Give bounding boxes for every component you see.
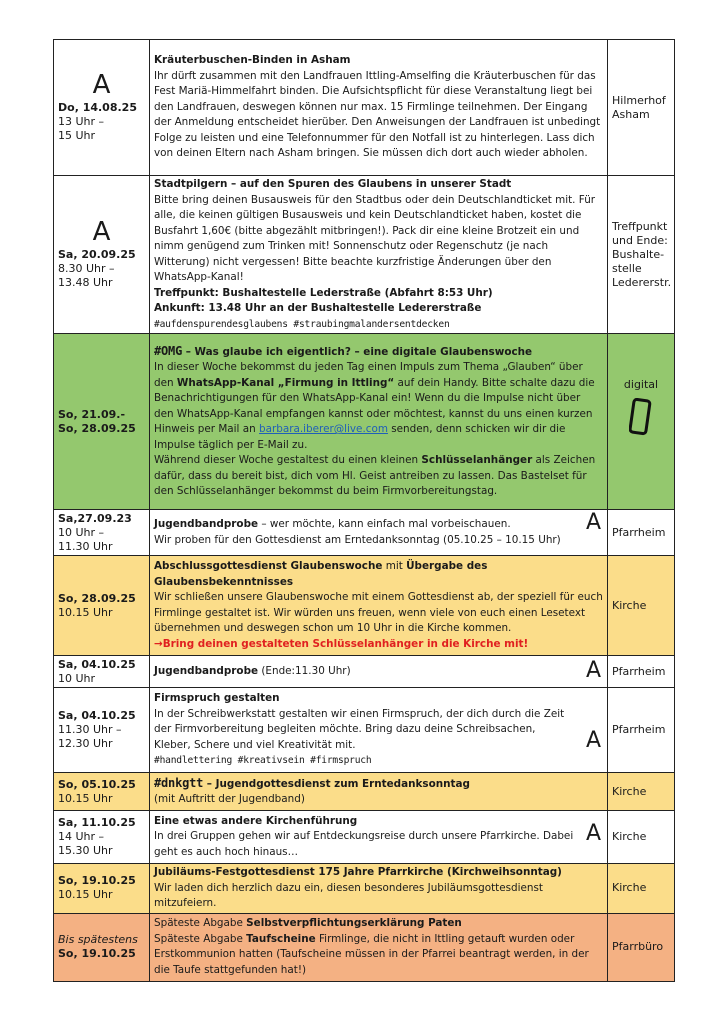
table-row (54, 688, 675, 773)
event-time-end: 15.30 Uhr (58, 844, 113, 857)
place-cell: Kirche (608, 556, 675, 656)
event-title (154, 344, 603, 361)
event-date: So, 19.10.25 (58, 874, 136, 888)
event-time-start: 10.15 Uhr (58, 605, 113, 619)
date-cell (54, 773, 150, 811)
event-text: – wer möchte, kann einfach mal vorbeischauen. (258, 518, 511, 530)
place-cell (608, 334, 675, 510)
description-cell (150, 864, 608, 914)
title-text: – Was glaube ich eigentlich? – eine digitale Glaubenswoche (182, 345, 533, 358)
event-line (154, 664, 603, 680)
event-text: Wir schließen unsere Glaubenswoche mit einem Gottesdienst ab, der speziell für euch Firmlinge gestaltet ist. Wir würden uns freuen, wenn viele von euch einen Lesetext übernehmen und deswegen schon um 10 Uhr in die Kirche kommen. (154, 591, 603, 634)
event-date-start: So, 21.09.- (58, 407, 126, 421)
table-row (54, 334, 675, 510)
date-cell (54, 176, 150, 334)
date-cell (54, 811, 150, 864)
event-date: Sa, 11.10.25 (58, 816, 136, 829)
event-title: Stadtpilgern – auf den Spuren des Glaubens in unserer Stadt (154, 178, 512, 190)
text-part: Firmlinge, die nicht in Ittling getauft wurden oder Erstkommunion hatten (Taufscheine müssen in der Pfarrei beantragt werden, in der die Taufe stattgefunden hat!) (154, 932, 589, 976)
outdoor-marker: A (585, 728, 601, 753)
date-cell (54, 913, 150, 981)
place-cell: Kirche (608, 864, 675, 914)
outdoor-marker: A (92, 70, 111, 100)
event-text: (Ende:11.30 Uhr) (258, 664, 351, 677)
event-time-start: 8.30 Uhr – (58, 262, 115, 275)
deadline-label: Bis spätestens (58, 933, 138, 946)
schedule-table (53, 39, 675, 982)
text-part: auf dein Handy. Bitte schalte dazu die Benachrichtigungen für den WhatsApp-Kanal ein! Wenn du die Impulse nicht über den WhatsApp-Kanal empfangen kannst oder möchtest, kannst du uns einen kurzen Hinweis per Mail an (154, 376, 595, 435)
event-time-start: 13 Uhr – (58, 115, 105, 128)
keychain-label: Schlüsselanhänger (421, 454, 533, 466)
event-time-start: 14 Uhr – (58, 830, 105, 843)
table-row (54, 864, 675, 914)
place-cell: Kirche (608, 811, 675, 864)
text-part: Späteste Abgabe (154, 932, 247, 945)
table-row (54, 913, 675, 981)
place-cell: Kirche (608, 773, 675, 811)
text-part: In dieser Woche bekommst du jeden Tag einen Impuls zum Thema „Glauben“ über den (154, 361, 583, 389)
date-cell (54, 656, 150, 688)
text-part: als Zeichen dafür, dass du bereit bist, dich vom Hl. Geist antreiben zu lassen. Das Bastelset für den Schlüsselanhänger bekommst du beim Firmvorbereitungstag. (154, 454, 596, 497)
title-part: Abschlussgottesdienst Glaubenswoche (154, 560, 383, 572)
place-cell: Pfarrbüro (608, 913, 675, 981)
email-link[interactable]: barbara.iberer@live.com (259, 423, 388, 435)
event-text: Wir laden dich herzlich dazu ein, diesen besonderes Jubiläumsgottesdienst mitzufeiern. (154, 881, 543, 909)
date-cell (54, 334, 150, 510)
event-time-end: 15 Uhr (58, 129, 96, 142)
event-title (154, 776, 603, 793)
event-time-start: 11.30 Uhr – (58, 723, 122, 736)
date-cell (54, 688, 150, 773)
event-time-start: 10.15 Uhr (58, 888, 113, 902)
place-cell: Pfarrheim (608, 688, 675, 773)
place-cell: Pfarrheim (608, 656, 675, 688)
table-row (54, 656, 675, 688)
keychain-reminder: →Bring deinen gestalteten Schlüsselanhänger in die Kirche mit! (154, 637, 529, 650)
event-date-end: So, 28.09.25 (58, 421, 136, 435)
event-title: Jugendbandprobe (154, 518, 259, 530)
date-cell (54, 40, 150, 176)
description-cell (150, 510, 608, 556)
event-text: (mit Auftritt der Jugendband) (154, 793, 305, 805)
event-date: Sa, 04.10.25 (58, 657, 136, 671)
event-time-end: 13.48 Uhr (58, 276, 113, 289)
table-row (54, 811, 675, 864)
description-cell (150, 913, 608, 981)
sponsor-form-label: Selbstverpflichtungserklärung Paten (246, 917, 462, 929)
description-cell (150, 556, 608, 656)
description-cell (150, 811, 608, 864)
smartphone-icon (629, 398, 653, 436)
event-date: Sa, 20.09.25 (58, 248, 136, 261)
event-text: In drei Gruppen gehen wir auf Entdeckungsreise durch unsere Pfarrkirche. Dabei geht es auch hoch hinaus… (154, 830, 574, 858)
event-date: So, 05.10.25 (58, 777, 136, 791)
table-row (54, 176, 675, 334)
event-text (154, 360, 603, 453)
text-part: senden, denn schicken wir dir die Impulse täglich per E-Mail zu. (154, 423, 566, 451)
baptism-cert-label: Taufscheine (246, 932, 316, 945)
event-time-start: 10.15 Uhr (58, 791, 113, 805)
event-text: In der Schreibwerkstatt gestalten wir einen Firmspruch, der dich durch die Zeit der Firmvorbereitung begleiten möchte. Bring dazu deine Schreibsachen, Kleber, Schere und viel Kreativität mit. (154, 707, 565, 751)
title-text: – Jugendgottesdienst zum Erntedanksonntag (203, 777, 470, 790)
description-cell (150, 176, 608, 334)
event-text: Bitte bring deinen Busausweis für den Stadtbus oder dein Deutschlandticket mit. Für alle, die keinen gültigen Busausweis und kein Deutschlandticket haben, kostet die Busfahrt 1,60€ (bitte abgezählt mitbringen!). Pack dir eine kleine Brotzeit ein und nimm genügend zum Trinken mit! Sonnenschutz oder Regenschutz (je nach Witterung) nicht vergessen! Bitte beachte kurzfristige Änderungen über den WhatsApp-Kanal! (154, 193, 596, 283)
hashtags: #handlettering #kreativsein #firmspruch (154, 755, 372, 767)
place-cell: Hilmerhof Asham (608, 40, 675, 176)
event-title (154, 559, 603, 590)
event-title: Eine etwas andere Kirchenführung (154, 814, 358, 827)
text-part: Späteste Abgabe (154, 917, 247, 929)
table-row (54, 40, 675, 176)
event-time-start: 10 Uhr (58, 671, 96, 685)
event-date: So, 28.09.25 (58, 591, 136, 605)
description-cell (150, 688, 608, 773)
event-time-end: 11.30 Uhr (58, 539, 113, 553)
table-row (54, 556, 675, 656)
event-title: Jugendbandprobe (154, 664, 259, 677)
date-cell (54, 864, 150, 914)
date-cell (54, 510, 150, 556)
description-cell (150, 656, 608, 688)
outdoor-marker: A (585, 658, 601, 683)
place-label: digital (623, 378, 659, 391)
table-row (54, 773, 675, 811)
whatsapp-channel: WhatsApp-Kanal „Firmung in Ittling“ (176, 376, 395, 389)
title-hashtag: #OMG (154, 343, 183, 358)
place-cell: Treffpunkt und Ende: Bushalte-stelle Ledererstr. (608, 176, 675, 334)
title-hashtag: #dnkgtt (154, 775, 204, 790)
event-date: Do, 14.08.25 (58, 101, 137, 114)
table-row (54, 510, 675, 556)
place-cell: Pfarrheim (608, 510, 675, 556)
event-date: So, 19.10.25 (58, 947, 136, 960)
event-text: Ihr dürft zusammen mit den Landfrauen Ittling-Amselfing die Kräuterbuschen für das Fest Mariä-Himmelfahrt binden. Die Aufsichtspflicht für diese Veranstaltung liegt bei den Landfrauen, deswegen können nur max. 15 Firmlinge teilnehmen. Der Eingang der Anmeldung entscheidet hierüber. Den Anweisungen der Landfrauen ist unbedingt Folge zu leisten und eine Telefonnummer für den Notfall ist zu hinterlegen. Lass dich von deinen Eltern nach Asham bringen. Sie müssen dich dort auch wieder abholen. (154, 69, 601, 160)
outdoor-marker: A (92, 217, 111, 247)
event-text-2 (154, 453, 603, 500)
event-title: Kräuterbuschen-Binden in Asham (154, 54, 351, 67)
event-text-2: Wir proben für den Gottesdienst am Erntedanksonntag (05.10.25 – 10.15 Uhr) (154, 533, 561, 546)
event-date: Sa, 04.10.25 (58, 709, 136, 722)
arrival-info: Ankunft: 13.48 Uhr an der Bushaltestelle Ledererstraße (154, 302, 482, 314)
deadline-baptism (154, 932, 603, 979)
event-line (154, 517, 603, 533)
deadline-sponsor (154, 916, 603, 932)
description-cell (150, 40, 608, 176)
meeting-point: Treffpunkt: Bushaltestelle Lederstraße (Abfahrt 8:53 Uhr) (154, 286, 493, 299)
outdoor-marker: A (585, 821, 601, 846)
event-date: Sa,27.09.23 (58, 511, 132, 525)
description-cell (150, 773, 608, 811)
text-part: Während dieser Woche gestaltest du einen kleinen (154, 454, 422, 466)
title-connector: mit (382, 560, 407, 572)
outdoor-marker: A (585, 510, 601, 535)
event-time-end: 12.30 Uhr (58, 737, 113, 750)
hashtags: #aufdenspurendesglaubens #straubingmalandersentdecken (154, 318, 450, 330)
description-cell (150, 334, 608, 510)
event-title: Jubiläums-Festgottesdienst 175 Jahre Pfarrkirche (Kirchweihsonntag) (154, 866, 562, 878)
date-cell (54, 556, 150, 656)
title-part: Übergabe des Glaubensbekenntnisses (154, 560, 488, 588)
event-title: Firmspruch gestalten (154, 692, 280, 705)
event-time-start: 10 Uhr – (58, 525, 105, 539)
